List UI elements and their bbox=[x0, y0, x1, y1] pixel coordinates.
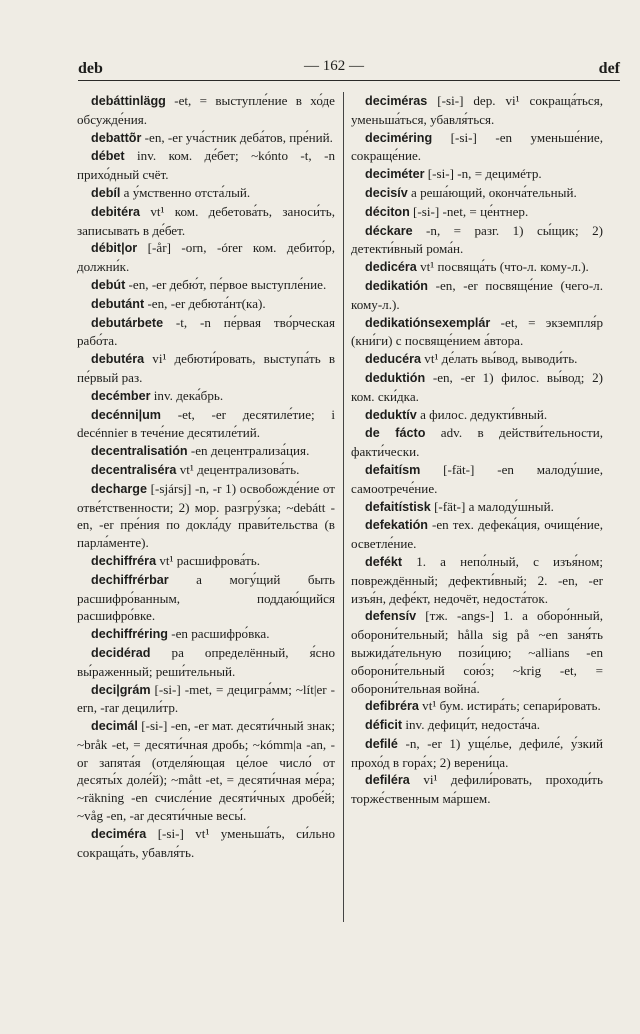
headword: debutéra bbox=[91, 352, 145, 367]
headword: débet bbox=[91, 149, 125, 164]
dictionary-entry bbox=[77, 184, 335, 203]
definition: -en, -er посвяще́ние (чего-л. кому-л.). bbox=[351, 277, 603, 312]
headword: defensív bbox=[365, 609, 417, 624]
definition: vt¹ ком. дебетова́ть, заноси́ть, записывать в де́бет. bbox=[77, 203, 335, 238]
dictionary-entry bbox=[351, 350, 603, 369]
definition: inv. ком. де́бет; ~kónto -t, -n прихо́дный счёт. bbox=[77, 148, 335, 183]
dictionary-entry bbox=[77, 203, 335, 240]
definition: -en, -er 1) филос. вы́вод; 2) ком. ски́дка. bbox=[351, 369, 603, 404]
headword: dedikatión bbox=[365, 278, 428, 293]
headword: dechiffréring bbox=[91, 627, 168, 642]
definition: -en расшифро́вка. bbox=[167, 626, 270, 642]
headword: defaitístisk bbox=[365, 499, 431, 514]
headword: defiléra bbox=[365, 773, 410, 788]
dictionary-entry bbox=[77, 92, 335, 129]
definition: [-fät-] -en малоду́шие, самоотрече́ние. bbox=[351, 461, 603, 496]
headword: decentraliséra bbox=[91, 462, 177, 477]
dictionary-entry bbox=[351, 222, 603, 259]
headword: defekatión bbox=[365, 518, 428, 533]
dictionary-entry bbox=[77, 387, 335, 406]
definition: a у́мственно отста́лый. bbox=[120, 184, 251, 200]
dictionary-entry bbox=[77, 442, 335, 461]
headword: deciméter bbox=[365, 167, 425, 182]
dictionary-entry bbox=[351, 716, 603, 735]
headword: deciméra bbox=[91, 826, 147, 841]
dictionary-entry bbox=[77, 681, 335, 718]
headword: decisív bbox=[365, 185, 408, 200]
dictionary-entry bbox=[77, 239, 335, 276]
headword: decentralisatión bbox=[91, 444, 188, 459]
dictionary-entry bbox=[77, 552, 335, 571]
headword: decidérad bbox=[91, 645, 151, 660]
definition: -et, -er десятиле́тие; i decénnier в тече́ние десятиле́тий. bbox=[77, 406, 335, 441]
headword: debutárbete bbox=[91, 315, 164, 330]
dictionary-entry bbox=[351, 697, 603, 716]
headword: decharge bbox=[91, 481, 147, 496]
guide-word-right: def bbox=[598, 60, 620, 77]
dictionary-entry bbox=[351, 771, 603, 808]
definition: -n, -er 1) уще́лье, дефиле́, у́зкий прохо́д в гора́х; 2) верени́ца. bbox=[351, 735, 603, 770]
headword: defibréra bbox=[365, 699, 419, 714]
headword: defékt bbox=[365, 554, 403, 569]
definition: -et, = экземпля́р (кни́ги) с посвяще́нием а́втора. bbox=[351, 314, 603, 349]
dictionary-entry bbox=[77, 625, 335, 644]
definition: vt¹ де́лать вы́вод, выводи́ть. bbox=[421, 351, 578, 367]
dictionary-entry bbox=[351, 735, 603, 772]
definition: [тж. -angs-] 1. a оборо́нный, оборони́тельный; hålla sig på ~en заня́ть выжида́тельную пози́цию; ~allians -en оборони́тельный сою́з; ~krig -et, = оборони́тельная война́. bbox=[351, 608, 603, 696]
definition: [-si-] vt¹ уменьша́ть, си́льно сокраща́ть, убавля́ть. bbox=[77, 825, 335, 860]
headword: deci|grám bbox=[91, 682, 151, 697]
definition: [-år] -orn, -órer ком. дебито́р, должни́к. bbox=[77, 240, 335, 275]
headword: debút bbox=[91, 277, 126, 292]
column-divider bbox=[343, 92, 344, 922]
dictionary-entry bbox=[77, 480, 335, 552]
headword: deciméring bbox=[365, 130, 433, 145]
definition: vt¹ посвяща́ть (что-л. кому-л.). bbox=[416, 259, 589, 275]
dictionary-entry bbox=[77, 825, 335, 862]
dictionary-entry bbox=[77, 571, 335, 625]
page-number: — 162 — bbox=[304, 58, 364, 74]
dictionary-entry bbox=[77, 276, 335, 295]
dictionary-entry bbox=[351, 424, 603, 461]
dictionary-entry bbox=[351, 203, 603, 222]
dictionary-entry bbox=[77, 461, 335, 480]
dictionary-entry bbox=[77, 717, 335, 825]
headword: debíl bbox=[91, 185, 121, 200]
definition: 1. a непо́лный, с изъя́ном; повреждённый; дефекти́вный; 2. -en, -er изъя́н, дефе́кт, недочёт, недоста́ток. bbox=[351, 553, 603, 606]
headword: decimál bbox=[91, 719, 138, 734]
definition: [-si-] -n, = децимéтр. bbox=[424, 166, 542, 182]
dictionary-entry bbox=[77, 129, 335, 148]
definition: -en децентрализа́ция. bbox=[187, 443, 310, 459]
definition: inv. дефици́т, недоста́ча. bbox=[402, 717, 541, 733]
definition: [-sjársj] -n, -r 1) освобожде́ние от отве́тственности; 2) мор. разгру́зка; ~debátt -en, -er пре́ния по докла́ду прави́тельства (в парла́менте). bbox=[77, 480, 335, 551]
headword: deducéra bbox=[365, 352, 421, 367]
dictionary-entry bbox=[351, 553, 603, 607]
dictionary-entry bbox=[77, 314, 335, 351]
dictionary-entry bbox=[77, 147, 335, 184]
dictionary-entry bbox=[351, 129, 603, 166]
dictionary-entry bbox=[351, 184, 603, 203]
definition: -et, = выступле́ние в хо́де обсужде́ния. bbox=[77, 93, 335, 127]
headword: dechiffrérbar bbox=[91, 572, 169, 587]
dictionary-entry bbox=[77, 350, 335, 387]
headword: debáttinlägg bbox=[91, 94, 166, 108]
dictionary-entry bbox=[351, 516, 603, 553]
headword: déficit bbox=[365, 718, 403, 733]
definition: vi¹ дебюти́ровать, выступа́ть в пе́рвый раз. bbox=[77, 351, 335, 385]
dictionary-entry bbox=[351, 461, 603, 498]
definition: -t, -n пе́рвая тво́рческая рабо́та. bbox=[77, 314, 335, 349]
headword: debattö̃r bbox=[91, 130, 142, 145]
dictionary-entry bbox=[77, 406, 335, 443]
definition: a реша́ющий, оконча́тельный. bbox=[407, 184, 577, 200]
definition: vi¹ дефили́ровать, проходи́ть торже́ственным ма́ршем. bbox=[351, 772, 603, 807]
definition: adv. в действи́тельности, факти́чески. bbox=[351, 425, 603, 460]
definition: -n, = разг. 1) сы́щик; 2) детекти́вный рома́н. bbox=[351, 222, 603, 257]
definition: inv. дека́брь. bbox=[150, 387, 224, 403]
definition: -en, -er дебюта́нт(ка). bbox=[144, 295, 266, 311]
definition: pa определённый, я́сно вы́раженный; реши́тельный. bbox=[77, 644, 335, 679]
definition: [-si-] -met, = децигра́мм; ~lít|er -ern, -rar децили́тр. bbox=[77, 681, 335, 716]
definition: [-fät-] a малоду́шный. bbox=[430, 498, 554, 514]
definition: [-si-] -net, = це́нтнер. bbox=[409, 203, 529, 219]
dictionary-entry bbox=[351, 258, 603, 277]
definition: [-si-] -en уменьше́ние, сокраще́ние. bbox=[351, 129, 603, 164]
headword: debutánt bbox=[91, 296, 145, 311]
headword: dedicéra bbox=[365, 260, 417, 275]
dictionary-entry bbox=[77, 644, 335, 681]
headword: decénni|um bbox=[91, 407, 162, 422]
guide-word-left: deb bbox=[78, 60, 103, 77]
headword: defaitísm bbox=[365, 462, 421, 477]
headword: de fácto bbox=[365, 426, 426, 441]
headword: dechiffréra bbox=[91, 553, 157, 568]
dictionary-entry bbox=[351, 498, 603, 517]
definition: vt¹ бум. истира́ть; сепари́ровать. bbox=[418, 698, 601, 714]
definition: [-si-] -en, -er мат. десяти́чный знак; ~bråk -et, = десяти́чная дробь; ~kómm|a -an, -or запята́я (отделя́ющая це́лое число́ от десяты́х доле́й); ~mått -et, = десяти́чная ме́ра; ~räkning -en счисле́ние десяти́чных дробе́й; ~våg -en, -ar десяти́чные весы́. bbox=[77, 718, 335, 824]
dictionary-entry bbox=[351, 369, 603, 406]
header-rule bbox=[78, 80, 620, 81]
dictionary-entry bbox=[77, 295, 335, 314]
definition: a могу́щий быть расшифро́ванным, поддаю́щийся расшифро́вке. bbox=[77, 571, 335, 624]
headword: debitéra bbox=[91, 204, 140, 219]
headword: dedikatiónsexemplár bbox=[365, 315, 491, 330]
right-column bbox=[351, 92, 603, 808]
definition: -en тех. дефека́ция, очище́ние, осветле́ние. bbox=[351, 517, 603, 552]
definition: [-si-] dep. vi¹ сокраща́ться, уменьша́ться, убавля́ться. bbox=[351, 93, 603, 127]
definition: vt¹ децентрализова́ть. bbox=[176, 461, 300, 477]
dictionary-entry bbox=[351, 277, 603, 314]
definition: -en, -er дебю́т, пе́рвое выступле́ние. bbox=[125, 276, 327, 292]
definition: a филос. дедукти́вный. bbox=[416, 406, 548, 422]
headword: déciton bbox=[365, 204, 410, 219]
dictionary-entry bbox=[351, 406, 603, 425]
headword: déckare bbox=[365, 223, 413, 238]
dictionary-entry bbox=[351, 92, 603, 129]
definition: vt¹ расшифрова́ть. bbox=[156, 552, 261, 568]
dictionary-entry bbox=[351, 607, 603, 697]
definition: -en, -er уча́стник деба́тов, пре́ний. bbox=[141, 129, 333, 145]
left-column bbox=[77, 92, 335, 861]
headword: decémber bbox=[91, 388, 151, 403]
page-header bbox=[78, 52, 620, 82]
dictionary-entry bbox=[351, 314, 603, 351]
headword: defilé bbox=[365, 736, 398, 751]
headword: débit|or bbox=[91, 241, 138, 256]
headword: deciméras bbox=[365, 94, 428, 108]
dictionary-entry bbox=[351, 165, 603, 184]
headword: deduktión bbox=[365, 370, 426, 385]
headword: deduktív bbox=[365, 407, 417, 422]
